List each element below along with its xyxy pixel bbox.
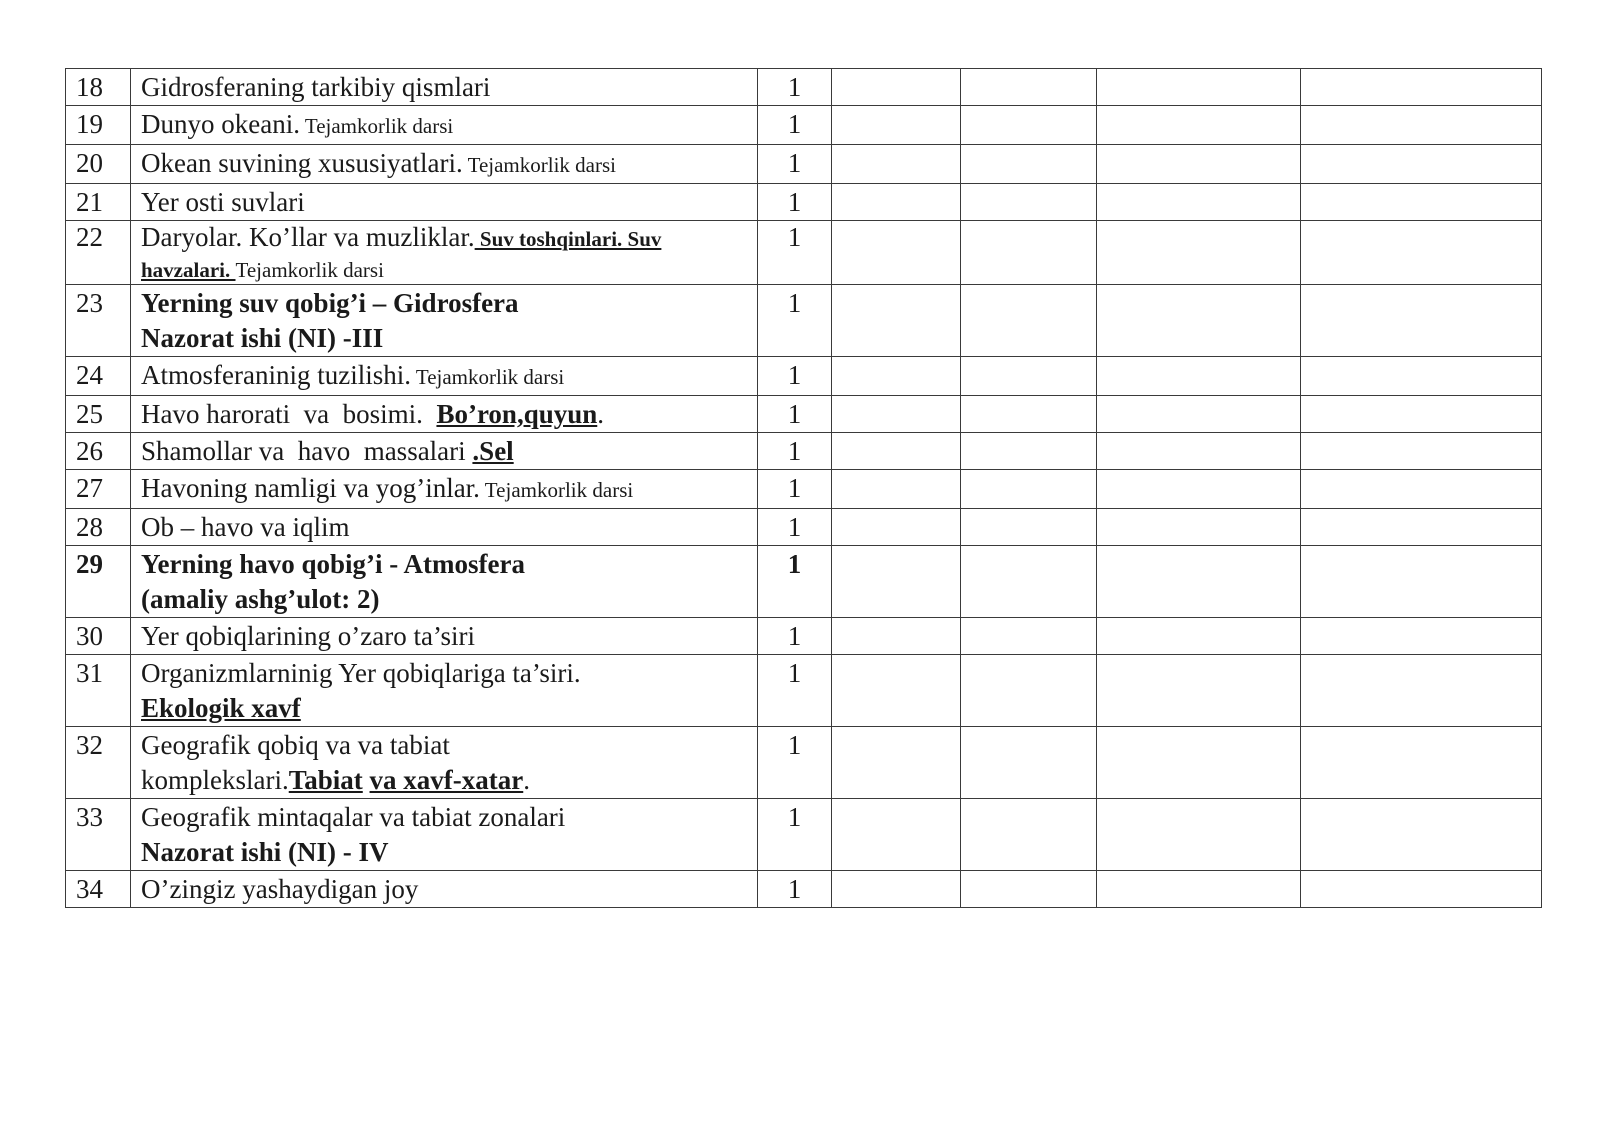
- lesson-hours: 1: [758, 357, 832, 396]
- empty-cell: [1097, 433, 1301, 470]
- lesson-topic: Gidrosferaning tarkibiy qismlari: [131, 69, 758, 106]
- lesson-number: 18: [66, 69, 131, 106]
- lesson-hours: 1: [758, 184, 832, 221]
- empty-cell: [961, 618, 1097, 655]
- lesson-topic: Daryolar. Ko’llar va muzliklar. Suv toshqinlari. Suv havzalari. Tejamkorlik darsi: [131, 221, 758, 285]
- empty-cell: [1301, 69, 1542, 106]
- lesson-number: 23: [66, 285, 131, 357]
- lesson-topic: Geografik mintaqalar va tabiat zonalari Nazorat ishi (NI) - IV: [131, 799, 758, 871]
- empty-cell: [832, 799, 961, 871]
- table-row: [66, 618, 1542, 655]
- table-row: [66, 871, 1542, 908]
- empty-cell: [832, 509, 961, 546]
- empty-cell: [832, 433, 961, 470]
- empty-cell: [961, 727, 1097, 799]
- empty-cell: [1097, 618, 1301, 655]
- lesson-hours: 1: [758, 727, 832, 799]
- hazard-highlight: va xavf-xatar: [369, 765, 524, 795]
- lesson-topic: Yer qobiqlarining o’zaro ta’siri: [131, 618, 758, 655]
- lesson-hours: 1: [758, 285, 832, 357]
- empty-cell: [961, 871, 1097, 908]
- hazard-highlight: Tabiat: [288, 765, 363, 795]
- empty-cell: [832, 106, 961, 145]
- empty-cell: [1301, 470, 1542, 509]
- empty-cell: [1097, 799, 1301, 871]
- empty-cell: [961, 357, 1097, 396]
- hazard-highlight: .Sel: [472, 436, 514, 466]
- empty-cell: [961, 470, 1097, 509]
- empty-cell: [1097, 145, 1301, 184]
- hazard-highlight: Suv toshqinlari. Suv: [474, 227, 662, 251]
- hazard-highlight: Bo’ron,quyun: [436, 399, 598, 429]
- table-row: [66, 470, 1542, 509]
- lesson-number: 34: [66, 871, 131, 908]
- empty-cell: [1097, 69, 1301, 106]
- table-row: [66, 509, 1542, 546]
- lesson-hours: 1: [758, 221, 832, 285]
- empty-cell: [1097, 221, 1301, 285]
- lesson-number: 29: [66, 546, 131, 618]
- empty-cell: [1097, 509, 1301, 546]
- empty-cell: [1301, 618, 1542, 655]
- table-row: [66, 221, 1542, 285]
- empty-cell: [961, 221, 1097, 285]
- empty-cell: [1301, 546, 1542, 618]
- lesson-topic: Havoning namligi va yog’inlar. Tejamkorlik darsi: [131, 470, 758, 509]
- lesson-note: Tejamkorlik darsi: [235, 258, 384, 282]
- lesson-number: 32: [66, 727, 131, 799]
- empty-cell: [1301, 396, 1542, 433]
- lesson-topic: Dunyo okeani. Tejamkorlik darsi: [131, 106, 758, 145]
- lesson-number: 22: [66, 221, 131, 285]
- empty-cell: [961, 546, 1097, 618]
- lesson-topic: Yer osti suvlari: [131, 184, 758, 221]
- empty-cell: [832, 396, 961, 433]
- empty-cell: [961, 655, 1097, 727]
- lesson-hours: 1: [758, 799, 832, 871]
- empty-cell: [961, 509, 1097, 546]
- empty-cell: [832, 655, 961, 727]
- practical-work-label: (amaliy ashg’ulot: 2): [141, 584, 380, 614]
- empty-cell: [1301, 221, 1542, 285]
- empty-cell: [961, 145, 1097, 184]
- lesson-topic: Organizmlarninig Yer qobiqlariga ta’siri. Ekologik xavf: [131, 655, 758, 727]
- table-row: [66, 433, 1542, 470]
- table-row: [66, 799, 1542, 871]
- empty-cell: [961, 184, 1097, 221]
- empty-cell: [832, 618, 961, 655]
- empty-cell: [1097, 357, 1301, 396]
- hazard-highlight: Ekologik xavf: [141, 693, 301, 723]
- empty-cell: [961, 69, 1097, 106]
- lesson-number: 27: [66, 470, 131, 509]
- lesson-hours: 1: [758, 145, 832, 184]
- lesson-number: 26: [66, 433, 131, 470]
- empty-cell: [1301, 145, 1542, 184]
- empty-cell: [832, 145, 961, 184]
- lesson-note: Tejamkorlik darsi: [462, 153, 616, 177]
- empty-cell: [961, 396, 1097, 433]
- empty-cell: [1301, 106, 1542, 145]
- table-row: [66, 396, 1542, 433]
- empty-cell: [1301, 184, 1542, 221]
- table-row: [66, 145, 1542, 184]
- empty-cell: [832, 727, 961, 799]
- empty-cell: [1301, 285, 1542, 357]
- lesson-hours: 1: [758, 69, 832, 106]
- empty-cell: [1097, 871, 1301, 908]
- lesson-number: 24: [66, 357, 131, 396]
- empty-cell: [1097, 727, 1301, 799]
- lesson-topic: O’zingiz yashaydigan joy: [131, 871, 758, 908]
- empty-cell: [1301, 655, 1542, 727]
- empty-cell: [832, 69, 961, 106]
- lesson-topic: Geografik qobiq va va tabiat komplekslari.Tabiat va xavf-xatar.: [131, 727, 758, 799]
- lesson-topic: Ob – havo va iqlim: [131, 509, 758, 546]
- control-work-label: Nazorat ishi (NI) -III: [141, 323, 384, 353]
- table-row: [66, 727, 1542, 799]
- lesson-number: 19: [66, 106, 131, 145]
- empty-cell: [961, 433, 1097, 470]
- empty-cell: [961, 106, 1097, 145]
- empty-cell: [832, 871, 961, 908]
- empty-cell: [832, 357, 961, 396]
- empty-cell: [1301, 799, 1542, 871]
- lesson-number: 25: [66, 396, 131, 433]
- empty-cell: [1301, 357, 1542, 396]
- table-row: [66, 69, 1542, 106]
- lesson-hours: 1: [758, 106, 832, 145]
- lesson-number: 20: [66, 145, 131, 184]
- lesson-number: 33: [66, 799, 131, 871]
- lesson-topic: Shamollar va havo massalari .Sel: [131, 433, 758, 470]
- table-row: [66, 106, 1542, 145]
- lesson-note: Tejamkorlik darsi: [410, 365, 565, 389]
- lesson-hours: 1: [758, 433, 832, 470]
- table-row: [66, 655, 1542, 727]
- empty-cell: [1097, 396, 1301, 433]
- lesson-hours: 1: [758, 871, 832, 908]
- empty-cell: [1301, 509, 1542, 546]
- lesson-topic: [131, 546, 758, 618]
- lesson-number: 21: [66, 184, 131, 221]
- lesson-topic: Havo harorati va bosimi. Bo’ron,quyun.: [131, 396, 758, 433]
- empty-cell: [832, 285, 961, 357]
- lesson-note: Tejamkorlik darsi: [299, 114, 454, 138]
- table-row: [66, 285, 1542, 357]
- lesson-topic: Okean suvining xususiyatlari. Tejamkorlik darsi: [131, 145, 758, 184]
- lesson-number: 28: [66, 509, 131, 546]
- empty-cell: [961, 285, 1097, 357]
- section-title: Yerning havo qobig’i - Atmosfera: [141, 549, 525, 579]
- lesson-plan-table: [65, 68, 1542, 908]
- lesson-number: 31: [66, 655, 131, 727]
- table-row: [66, 546, 1542, 618]
- empty-cell: [832, 470, 961, 509]
- lesson-hours: 1: [758, 509, 832, 546]
- empty-cell: [1097, 106, 1301, 145]
- lesson-hours: 1: [758, 470, 832, 509]
- control-work-label: Nazorat ishi (NI) - IV: [141, 837, 389, 867]
- lesson-note: Tejamkorlik darsi: [479, 478, 634, 502]
- empty-cell: [832, 221, 961, 285]
- empty-cell: [1301, 871, 1542, 908]
- lesson-number: 30: [66, 618, 131, 655]
- lesson-hours: 1: [758, 546, 832, 618]
- empty-cell: [1097, 546, 1301, 618]
- empty-cell: [832, 184, 961, 221]
- empty-cell: [1097, 285, 1301, 357]
- hazard-highlight: havzalari.: [141, 258, 236, 282]
- empty-cell: [1097, 470, 1301, 509]
- lesson-hours: 1: [758, 655, 832, 727]
- table-row: [66, 184, 1542, 221]
- lesson-topic: Atmosferaninig tuzilishi. Tejamkorlik darsi: [131, 357, 758, 396]
- lesson-hours: 1: [758, 396, 832, 433]
- lesson-hours: 1: [758, 618, 832, 655]
- section-title: Yerning suv qobig’i – Gidrosfera: [141, 288, 519, 318]
- empty-cell: [1097, 655, 1301, 727]
- lesson-topic: [131, 285, 758, 357]
- empty-cell: [832, 546, 961, 618]
- empty-cell: [1301, 433, 1542, 470]
- empty-cell: [1301, 727, 1542, 799]
- table-row: [66, 357, 1542, 396]
- empty-cell: [961, 799, 1097, 871]
- empty-cell: [1097, 184, 1301, 221]
